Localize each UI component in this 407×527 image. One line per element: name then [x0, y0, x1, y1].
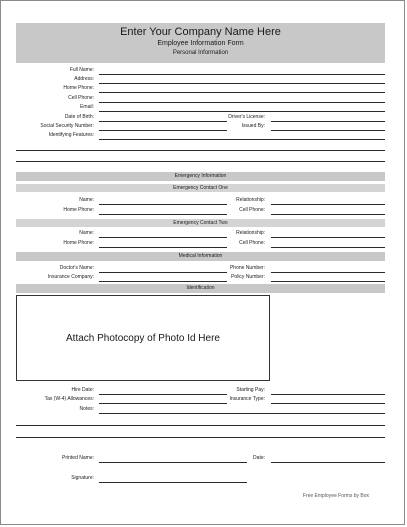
form-title: Employee Information Form [157, 40, 244, 47]
contact-two-name-label: Name: [79, 230, 94, 236]
identifying-features-label: Identifying Features: [48, 132, 94, 138]
insurance-company-field[interactable] [99, 281, 227, 282]
blank-line[interactable] [16, 150, 385, 151]
contact-one-relationship-label: Relationship: [236, 197, 265, 203]
contact-two-relationship-field[interactable] [271, 237, 385, 238]
phone-number-label: Phone Number: [229, 265, 265, 271]
tax-w4-label: Tax (W-4) Allowances: [44, 396, 94, 402]
notes-field[interactable] [99, 413, 385, 414]
home-phone-field[interactable] [99, 92, 385, 93]
contact-two-name-field[interactable] [99, 237, 227, 238]
signature-label: Signature: [71, 475, 94, 481]
printed-name-label: Printed Name: [62, 455, 94, 461]
insurance-type-field[interactable] [271, 403, 385, 404]
contact-one-home-phone-label: Home Phone: [63, 207, 94, 213]
identifying-features-field[interactable] [99, 139, 385, 140]
date-field[interactable] [271, 462, 385, 463]
policy-number-field[interactable] [271, 281, 385, 282]
form-header [16, 23, 385, 63]
company-name: Enter Your Company Name Here [120, 26, 281, 38]
printed-name-field[interactable] [99, 462, 247, 463]
full-name-label: Full Name: [69, 67, 94, 73]
contact-one-cell-phone-field[interactable] [271, 214, 385, 215]
contact-two-home-phone-field[interactable] [99, 247, 227, 248]
cell-phone-label: Cell Phone: [68, 95, 94, 101]
address-label: Address: [74, 76, 94, 82]
contact-two-cell-phone-field[interactable] [271, 247, 385, 248]
phone-number-field[interactable] [271, 272, 385, 273]
issued-by-field[interactable] [271, 130, 385, 131]
hire-date-label: Hire Date: [71, 387, 94, 393]
ssn-field[interactable] [99, 130, 227, 131]
address-field[interactable] [99, 83, 385, 84]
insurance-company-label: Insurance Company: [47, 274, 94, 280]
signature-field[interactable] [99, 482, 247, 483]
starting-pay-label: Starting Pay: [236, 387, 265, 393]
emergency-contact-one-header: Emergency Contact One [16, 184, 385, 192]
hire-date-field[interactable] [99, 394, 227, 395]
notes-label: Notes: [79, 406, 94, 412]
notes-line[interactable] [16, 425, 385, 426]
contact-one-home-phone-field[interactable] [99, 214, 227, 215]
emergency-contact-two-header: Emergency Contact Two [16, 219, 385, 227]
footer-credit: Free Employee Forms by Box [302, 493, 369, 499]
doctors-name-field[interactable] [99, 272, 227, 273]
ssn-label: Social Security Number: [40, 123, 94, 129]
emergency-section-header: Emergency Information [16, 172, 385, 181]
insurance-type-label: Insurance Type: [229, 396, 265, 402]
starting-pay-field[interactable] [271, 394, 385, 395]
date-of-birth-label: Date of Birth: [64, 114, 94, 120]
tax-w4-field[interactable] [99, 403, 227, 404]
date-label: Date: [253, 455, 265, 461]
contact-one-relationship-field[interactable] [271, 204, 385, 205]
email-field[interactable] [99, 111, 385, 112]
personal-section-header: Personal Information [172, 50, 229, 56]
contact-two-home-phone-label: Home Phone: [63, 240, 94, 246]
contact-two-relationship-label: Relationship: [236, 230, 265, 236]
issued-by-label: Issued By: [241, 123, 265, 129]
medical-section-header: Medical Information [16, 252, 385, 261]
contact-one-name-field[interactable] [99, 204, 227, 205]
doctors-name-label: Doctor's Name: [59, 265, 94, 271]
full-name-field[interactable] [99, 74, 385, 75]
policy-number-label: Policy Number: [231, 274, 265, 280]
photo-id-box[interactable]: Attach Photocopy of Photo Id Here [16, 295, 270, 381]
drivers-license-label: Driver's License: [228, 114, 265, 120]
notes-line[interactable] [16, 437, 385, 438]
contact-one-name-label: Name: [79, 197, 94, 203]
contact-two-cell-phone-label: Cell Phone: [239, 240, 265, 246]
contact-one-cell-phone-label: Cell Phone: [239, 207, 265, 213]
home-phone-label: Home Phone: [63, 85, 94, 91]
blank-line[interactable] [16, 161, 385, 162]
identification-section-header: Identification [16, 284, 385, 293]
email-label: Email: [80, 104, 94, 110]
date-of-birth-field[interactable] [99, 121, 227, 122]
cell-phone-field[interactable] [99, 102, 385, 103]
drivers-license-field[interactable] [271, 121, 385, 122]
